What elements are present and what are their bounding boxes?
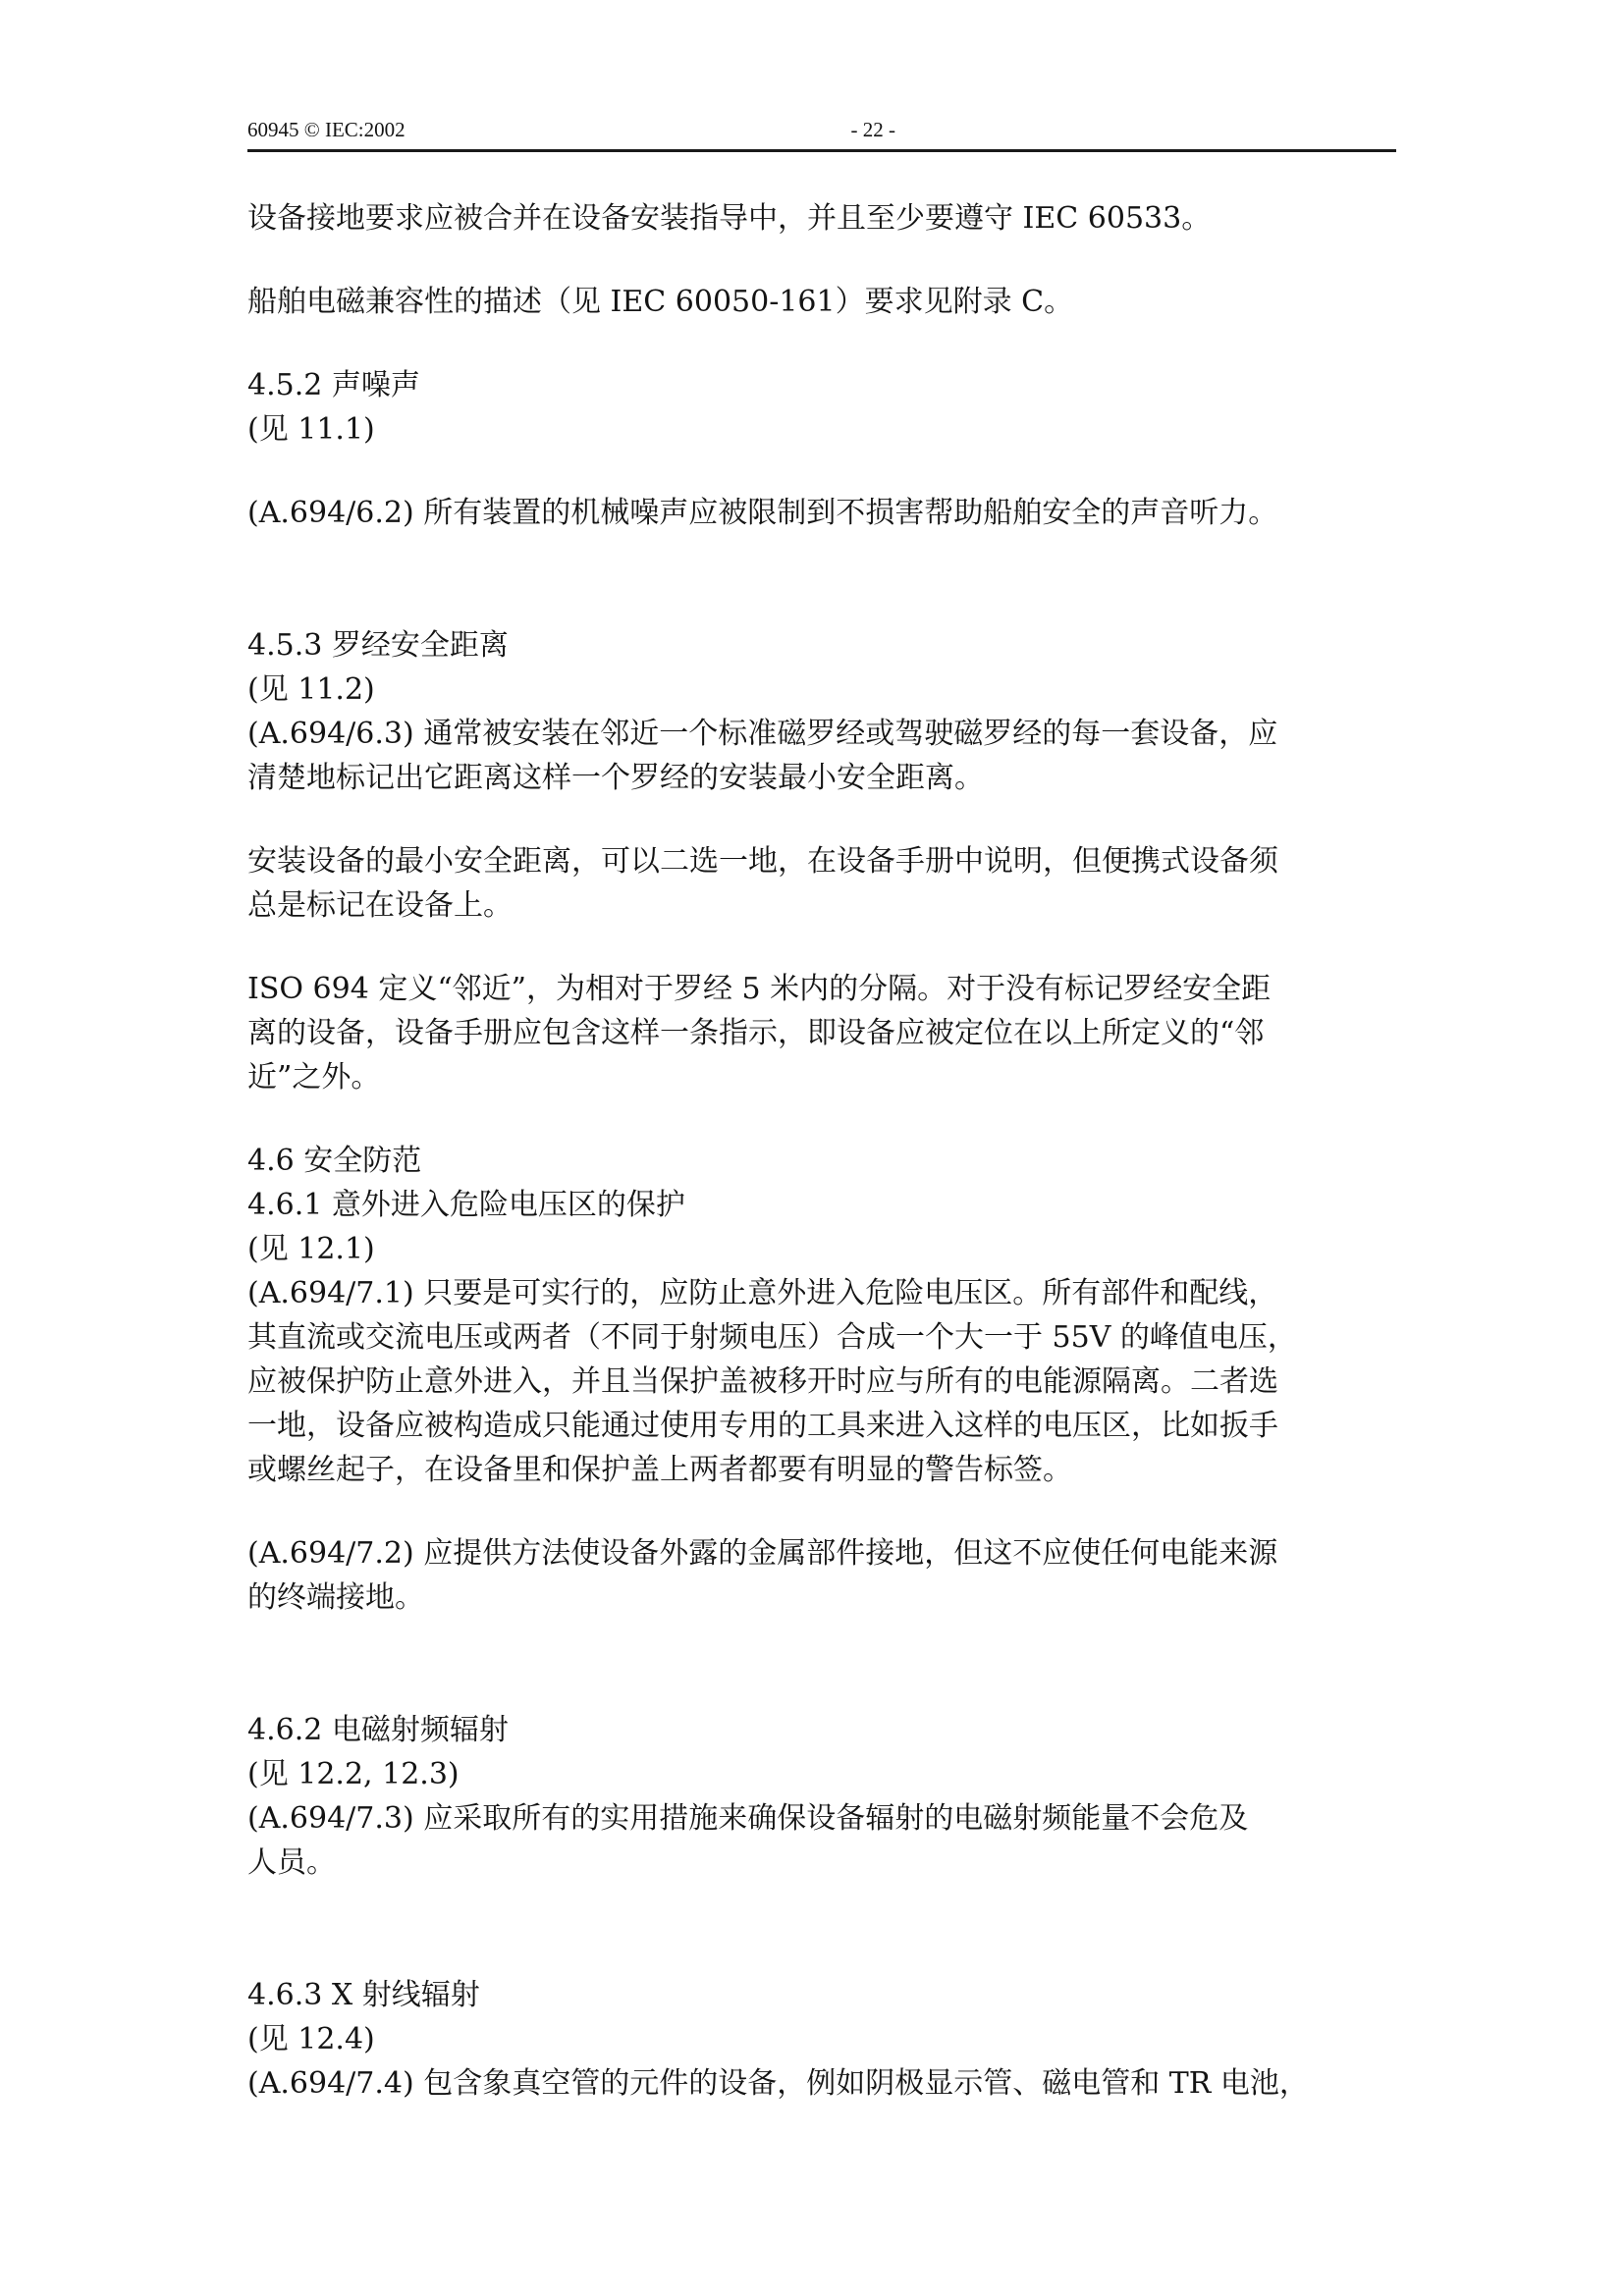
section-4-6-2-reference: (见 12.2, 12.3) [247, 1757, 460, 1791]
section-4-6-1-reference: (见 12.1) [247, 1232, 375, 1266]
section-4-5-3-paragraph3-line: 近”之外。 [247, 1060, 381, 1095]
header-document-id: 60945 © IEC:2002 [247, 118, 406, 141]
paragraph-emc: 船舶电磁兼容性的描述（见 IEC 60050-161）要求见附录 C。 [247, 285, 1074, 319]
section-4-6-1-text-line: 或螺丝起子，在设备里和保护盖上两者都要有明显的警告标签。 [247, 1453, 1072, 1487]
section-4-6-1-heading: 4.6.1 意外进入危险电压区的保护 [247, 1188, 685, 1222]
section-4-6-3-heading: 4.6.3 X 射线辐射 [247, 1978, 480, 2012]
section-4-5-3-text-line: 清楚地标记出它距离这样一个罗经的安装最小安全距离。 [247, 761, 984, 795]
section-4-5-3-paragraph2-line: 总是标记在设备上。 [247, 888, 513, 923]
section-4-6-1-text-line: (A.694/7.1) 只要是可实行的，应防止意外进入危险电压区。所有部件和配线， [247, 1276, 1278, 1310]
page-header [247, 116, 1396, 152]
section-4-6-2-heading: 4.6.2 电磁射频辐射 [247, 1713, 509, 1747]
section-4-5-3-reference: (见 11.2) [247, 672, 375, 707]
section-4-6-1-text-line: 一地，设备应被构造成只能通过使用专用的工具来进入这样的电压区，比如扳手 [247, 1409, 1278, 1443]
page-body [247, 196, 1396, 2106]
section-4-5-2-heading: 4.5.2 声噪声 [247, 368, 420, 402]
section-4-5-3-paragraph3-line: 离的设备，设备手册应包含这样一条指示，即设备应被定位在以上所定义的“邻 [247, 1016, 1265, 1050]
section-4-5-2-text: (A.694/6.2) 所有装置的机械噪声应被限制到不损害帮助船舶安全的声音听力。 [247, 496, 1278, 530]
section-4-6-1-paragraph2-line: 的终端接地。 [247, 1580, 424, 1615]
section-4-6-3-reference: (见 12.4) [247, 2022, 375, 2056]
section-4-6-heading: 4.6 安全防范 [247, 1144, 422, 1178]
header-page-number: - 22 - [850, 118, 895, 141]
section-4-6-1-text-line: 应被保护防止意外进入，并且当保护盖被移开时应与所有的电能源隔离。二者选 [247, 1364, 1278, 1399]
paragraph-grounding: 设备接地要求应被合并在设备安装指导中，并且至少要遵守 IEC 60533。 [247, 201, 1212, 236]
section-4-6-1-paragraph2-line: (A.694/7.2) 应提供方法使设备外露的金属部件接地，但这不应使任何电能来源 [247, 1536, 1278, 1571]
section-4-6-3-text-line: (A.694/7.4) 包含象真空管的元件的设备，例如阴极显示管、磁电管和 TR 电池， [247, 2066, 1309, 2101]
section-4-6-2-text-line: 人员。 [247, 1845, 336, 1880]
section-4-6-2-text-line: (A.694/7.3) 应采取所有的实用措施来确保设备辐射的电磁射频能量不会危及 [247, 1801, 1249, 1836]
section-4-5-2-reference: (见 11.1) [247, 412, 375, 447]
section-4-5-3-paragraph2-line: 安装设备的最小安全距离，可以二选一地，在设备手册中说明，但便携式设备须 [247, 844, 1278, 879]
section-4-5-3-heading: 4.5.3 罗经安全距离 [247, 628, 509, 663]
section-4-5-3-paragraph3-line: ISO 694 定义“邻近”，为相对于罗经 5 米内的分隔。对于没有标记罗经安全距 [247, 972, 1272, 1006]
section-4-5-3-text-line: (A.694/6.3) 通常被安装在邻近一个标准磁罗经或驾驶磁罗经的每一套设备，应 [247, 717, 1278, 751]
section-4-6-1-text-line: 其直流或交流电压或两者（不同于射频电压）合成一个大一于 55V 的峰值电压， [247, 1320, 1297, 1355]
